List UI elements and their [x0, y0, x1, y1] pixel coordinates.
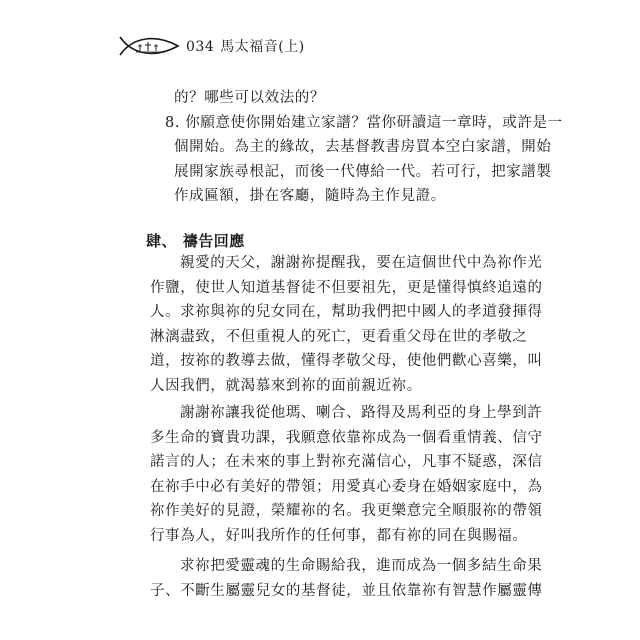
prayer-line: 求祢把愛靈魂的生命賜給我，進而成為一個多結生命果: [180, 558, 543, 574]
prayer-line: 人。求祢與祢的兒女同在，幫助我們把中國人的孝道發揮得: [150, 304, 543, 320]
question-line: 8. 你願意使你開始建立家譜？當你研讀這一章時，或許是一: [165, 114, 563, 131]
book-title: 馬太福音(上): [220, 39, 305, 55]
prayer-line: 多生命的寶貴功課，我願意依靠祢成為一個看重情義、信守: [150, 429, 543, 446]
prayer-line: 諾言的人；在未來的事上對祢充滿信心，凡事不疑惑，深信: [150, 454, 543, 470]
header-text: [186, 36, 305, 56]
prayer-line: 謝謝祢讓我從他瑪、喇合、路得及馬利亞的身上學到許: [180, 405, 543, 421]
section-title: 肆、 禱告回應: [146, 232, 245, 250]
ichthys-fish-icon: [118, 33, 180, 59]
prayer-line: 在祢手中必有美好的帶領；用愛真心委身在婚姻家庭中，為: [150, 478, 543, 495]
question-line: 的？哪些可以效法的？: [174, 90, 325, 106]
prayer-line: 淋漓盡致，不但重視人的死亡，更看重父母在世的孝敬之: [150, 328, 528, 345]
prayer-line: 親愛的天父，謝謝祢提醒我，要在這個世代中為祢作光: [180, 255, 543, 271]
prayer-line: 祢作美好的見證，榮耀祢的名。我更樂意完全順服祢的帶領: [150, 503, 543, 519]
prayer-line: 道，按祢的教導去做，懂得孝敬父母，使他們歡心喜樂，叫: [150, 353, 543, 369]
question-line: 展開家族尋根記，而後一代傳給一代。若可行，把家譜製: [174, 163, 552, 180]
running-header: [118, 32, 305, 60]
prayer-line: 作鹽，使世人知道基督徒不但要祖先，更是懂得慎終追遠的: [150, 279, 543, 296]
prayer-line: 子、不斷生屬靈兒女的基督徒，並且依靠祢有智慧作屬靈傳: [150, 582, 543, 599]
prayer-line: 行事為人，好叫我所作的任何事，都有祢的同在與賜福。: [150, 527, 528, 544]
page-number: 034: [186, 39, 215, 55]
prayer-line: 人因我們，就渴慕來到祢的面前親近祢。: [150, 377, 422, 394]
question-line: 個開始。為主的緣故，去基督教書房買本空白家譜，開始: [174, 139, 552, 155]
question-line: 作成匾額，掛在客廳，隨時為主作見證。: [174, 188, 446, 204]
